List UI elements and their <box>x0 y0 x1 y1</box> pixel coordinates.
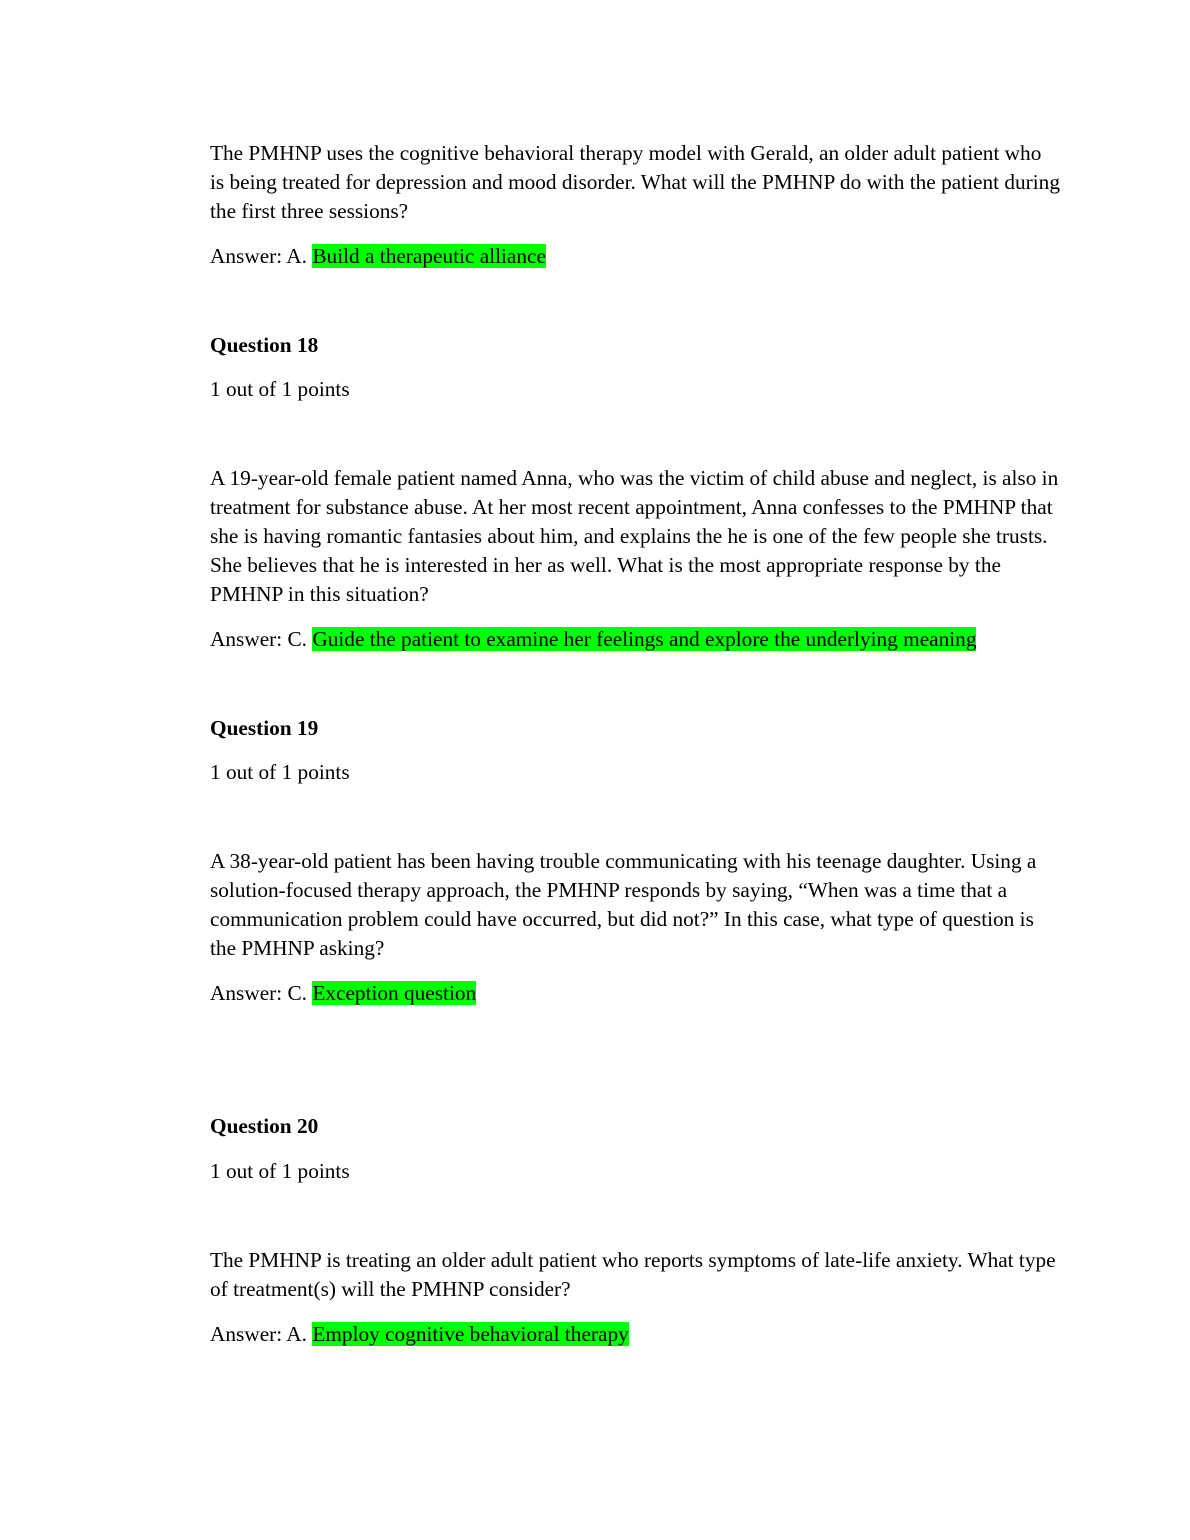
points-label: 1 out of 1 points <box>210 1159 350 1183</box>
answer-prefix: Answer: A. <box>210 244 313 268</box>
question-text: The PMHNP is treating an older adult patient who reports symptoms of late-life anxiety. What type of treatment(s) will the PMHNP consider? <box>210 1248 1056 1301</box>
question-text: The PMHNP uses the cognitive behavioral therapy model with Gerald, an older adult patient who is being treated for depression and mood disorder. What will the PMHNP do with the patient during the first three sessions? <box>210 141 1060 223</box>
question-heading: Question 18 <box>210 333 319 357</box>
question-text: A 38-year-old patient has been having trouble communicating with his teenage daughter. Using a solution-focused therapy approach, the PMHNP responds by saying, “When was a time that a communication problem could have occurred, but did not?” In this case, what type of question is the PMHNP asking? <box>210 849 1037 960</box>
highlighted-answer: Build a therapeutic alliance <box>312 244 546 268</box>
answer-line <box>210 1320 1060 1349</box>
question-heading: Question 19 <box>210 716 319 740</box>
points-label: 1 out of 1 points <box>210 377 350 401</box>
highlighted-answer: Employ cognitive behavioral therapy <box>312 1322 629 1346</box>
highlighted-answer: Exception question <box>312 981 477 1005</box>
answer-prefix: Answer: A. <box>210 1322 313 1346</box>
question-text: A 19-year-old female patient named Anna, who was the victim of child abuse and neglect, is also in treatment for substance abuse. At her most recent appointment, Anna confesses to the PMHNP that she is having romantic fantasies about him, and explains the he is one of the few people she trusts. She believes that he is interested in her as well. What is the most appropriate response by the PMHNP in this situation? <box>210 466 1059 606</box>
question-heading: Question 20 <box>210 1114 319 1138</box>
answer-line <box>210 242 1060 271</box>
answer-prefix: Answer: C. <box>210 981 313 1005</box>
answer-prefix: Answer: C. <box>210 627 313 651</box>
points-label: 1 out of 1 points <box>210 760 350 784</box>
answer-line <box>210 625 1070 654</box>
answer-line <box>210 979 1060 1008</box>
highlighted-answer: Guide the patient to examine her feelings and explore the underlying meaning <box>312 627 977 651</box>
